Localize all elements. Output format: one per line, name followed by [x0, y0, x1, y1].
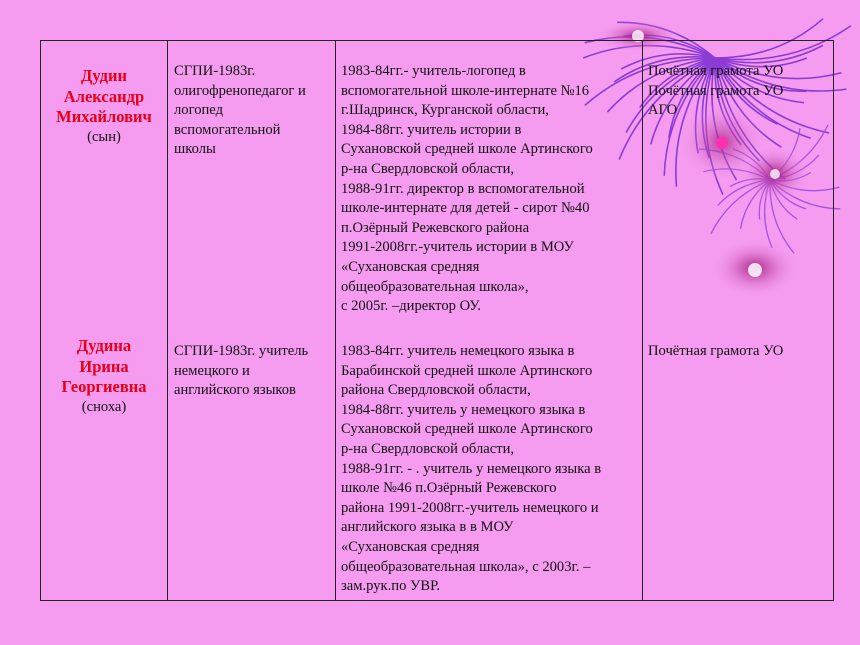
- career-text: 1983-84гг.- учитель-логопед в вспомогательной школе-интернате №16 г.Шадринск, Курганской области, 1984-88гг. учитель истории в Сухановской средней школе Артинского р-на Свердловской области, 1988-91гг. директор в вспомогательной школе-интернате для детей - сирот №40 п.Озёрный Режевского района 1991-2008гг.-учитель истории в МОУ «Сухановская средняя общеобразовательная школа», с 2005г. –директор ОУ.: [341, 63, 593, 315]
- column-divider: [167, 40, 168, 601]
- person-relation: (сын): [87, 128, 121, 145]
- person-name-line: Георгиевна: [61, 377, 147, 396]
- education-text: СГПИ-1983г. учитель немецкого и английского языков: [174, 343, 309, 399]
- person-name-line: Ирина: [79, 356, 129, 376]
- award-item: АГО: [648, 102, 678, 119]
- person-name-line: Александр: [63, 86, 145, 106]
- column-divider: [642, 40, 643, 601]
- award-item: Почётная грамота УО: [648, 343, 784, 359]
- person-cell-1: [42, 66, 166, 147]
- person-name-line: Дудин: [81, 66, 127, 85]
- person-cell-2: [42, 336, 166, 417]
- career-text: 1983-84гг. учитель немецкого языка в Барабинской средней школе Артинского района Свердловской области, 1984-88гг. учитель у немецкого языка в Сухановской средней школе Артинского р-на Свердловской области, 1988-91гг. - . учитель у немецкого языка в школе №46 п.Озёрный Режевского района 1991-2008гг.-учитель немецкого и английского языка в в МОУ «Сухановская средняя общеобразовательная школа», с 2003г. – зам.рук.по УВР.: [341, 343, 602, 595]
- awards-cell-1: [648, 62, 832, 121]
- person-relation: (сноха): [81, 398, 127, 415]
- award-item: Почётная грамота УО: [648, 82, 784, 99]
- person-name-line: Михайлович: [56, 107, 152, 126]
- award-item: Почётная грамота УО: [648, 63, 784, 79]
- education-text: СГПИ-1983г. олигофренопедагог и логопед вспомогательной школы: [174, 63, 306, 158]
- awards-cell-2: [648, 342, 832, 362]
- column-divider: [335, 40, 336, 601]
- person-name-line: Дудина: [76, 336, 132, 355]
